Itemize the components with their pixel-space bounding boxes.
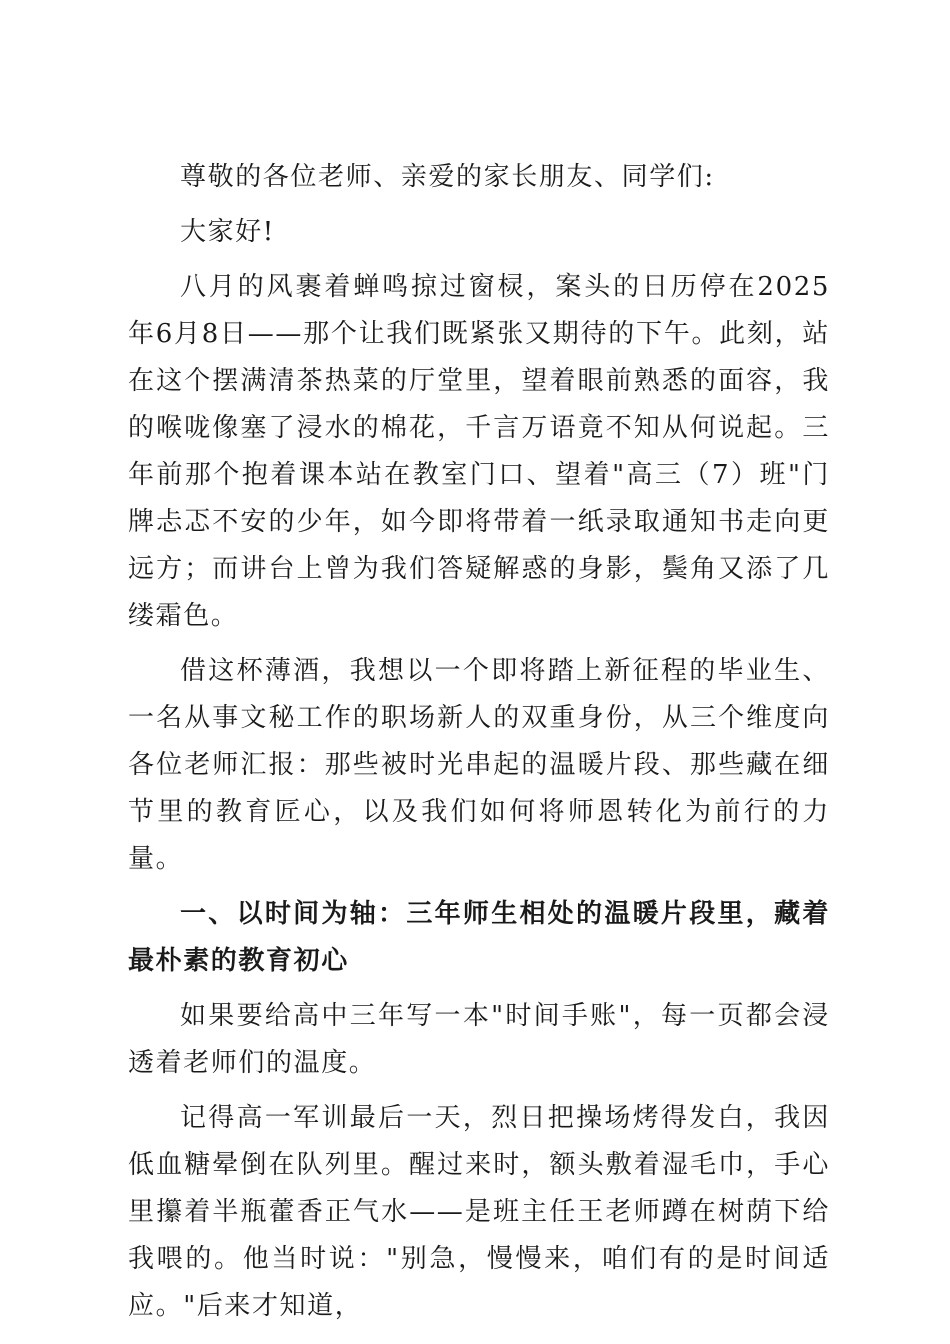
paragraph-opening: 八月的风裹着蝉鸣掠过窗棂，案头的日历停在2025年6月8日——那个让我们既紧张又期待的下午。此刻，站在这个摆满清茶热菜的厅堂里，望着眼前熟悉的面容，我的喉咙像塞了浸水的棉花，千言万语竟不知从何说起。三年前那个抱着课本站在教室门口、望着"高三（7）班"门牌忐忑不安的少年，如今即将带着一纸录取通知书走向更远方；而讲台上曾为我们答疑解惑的身影，鬓角又添了几缕霜色。	[128, 272, 830, 631]
paragraph-toast: 借这杯薄酒，我想以一个即将踏上新征程的毕业生、一名从事文秘工作的职场新人的双重身份，从三个维度向各位老师汇报：那些被时光串起的温暖片段、那些藏在细节里的教育匠心，以及我们如何将师恩转化为前行的力量。	[128, 656, 830, 874]
salutation: 尊敬的各位老师、亲爱的家长朋友、同学们:	[180, 162, 715, 192]
paragraph-time-journal: 如果要给高中三年写一本"时间手账"，每一页都会浸透着老师们的温度。	[128, 1001, 830, 1078]
section-heading: 一、以时间为轴：三年师生相处的温暖片段里，藏着最朴素的教育初心	[128, 899, 830, 976]
document-page	[128, 154, 830, 1338]
greeting: 大家好!	[180, 217, 275, 247]
paragraph-military-training: 记得高一军训最后一天，烈日把操场烤得发白，我因低血糖晕倒在队列里。醒过来时，额头敷着湿毛巾，手心里攥着半瓶藿香正气水——是班主任王老师蹲在树荫下给我喂的。他当时说："别急，慢慢来，咱们有的是时间适应。"后来才知道，	[128, 1103, 830, 1321]
